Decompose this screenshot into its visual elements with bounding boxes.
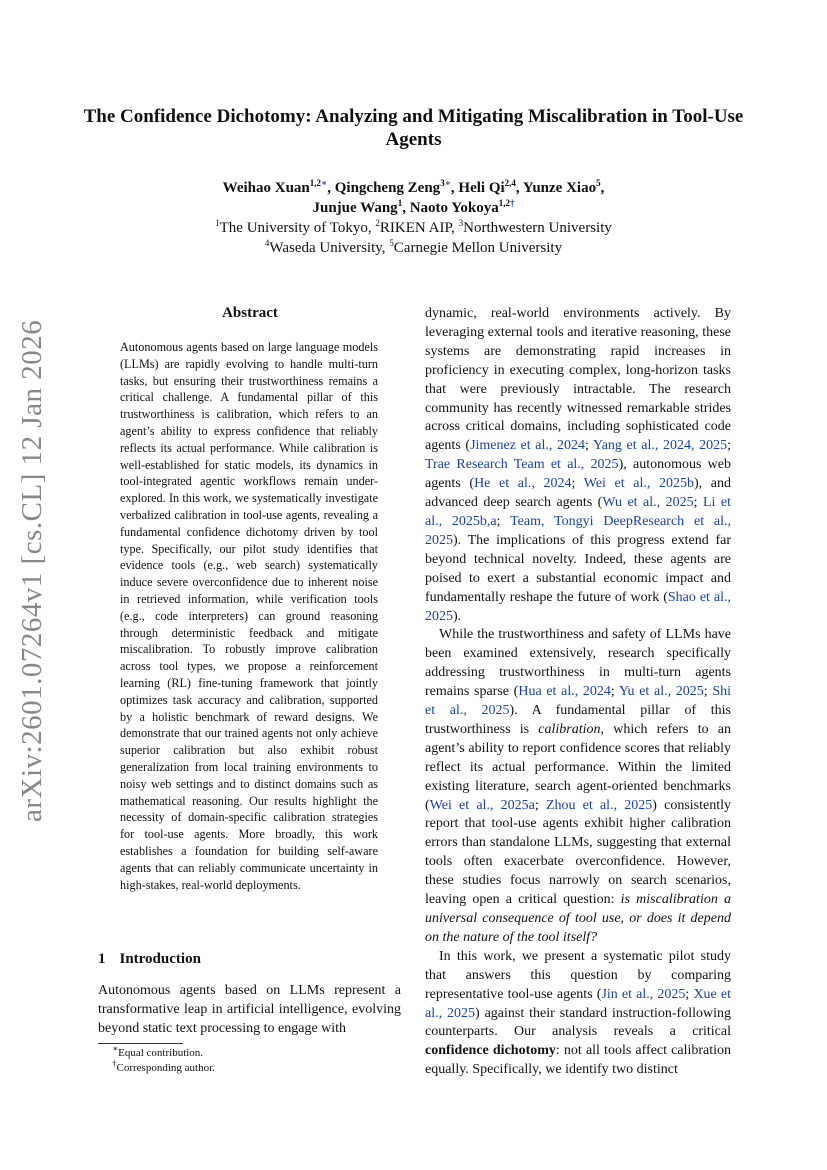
citation-link[interactable]: Jin et al., 2025 [601,986,686,1002]
citation-link[interactable]: Hua et al., 2024 [518,684,611,700]
footnote-equal-contribution: ∗Equal contribution. [112,1043,204,1059]
author-name: Junjue Wang [312,200,398,216]
citation-link[interactable]: Shi et al., 2025 [425,684,732,719]
abstract-text: Autonomous agents based on large language models (LLMs) are rapidly evolving to handle multi-turn tasks, but ensuring their trustworthiness remains a critical challenge. A fundamental pillar of this trustworthiness is calibration, which refers to an agent’s ability to express confidence that reliably reflects its actual performance. While calibration is well-established for static models, its dynamics in tool-integrated agentic workflows remain under-explored. In this work, we systematically investigate verbalized calibration in tool-use agents, revealing a fundamental confidence dichotomy driven by tool type. Specifically, our pilot study identifies that evidence tools (e.g., web search) systematically induce severe overconfidence due to inherent noise in retrieved information, while verification tools (e.g., code interpreters) can ground reasoning through deterministic feedback and mitigate miscalibration. To robustly improve calibration across tool types, we propose a reinforcement learning (RL) fine-tuning framework that jointly optimizes task accuracy and calibration, supported by a holistic benchmark of reward designs. We demonstrate that our trained agents not only achieve superior calibration but also exhibit robust generalization from local training environments to noisy web settings and to distinct domains such as mathematical reasoning. Our results highlight the necessity of domain-specific calibration strategies for tool-use agents. More broadly, this work establishes a foundation for building self-aware agents that can reliably communicate uncertainty in high-stakes, real-world deployments. [120,340,378,892]
citation-link[interactable]: Yang et al., 2024, 2025 [593,438,728,454]
author-name: Naoto Yokoya [409,200,499,216]
paper-title: The Confidence Dichotomy: Analyzing and Mitigating Miscalibration in Tool-Use Agents [83,106,744,150]
citation-link[interactable]: Xue et al., 2025 [425,986,731,1021]
footnote-corresponding-author: †Corresponding author. [112,1058,215,1074]
citation-link[interactable]: Wu et al., 2025 [602,495,694,511]
section-heading-introduction: 1 Introduction [98,951,201,967]
citation-link[interactable]: Wei et al., 2025b [583,476,695,492]
intro-left-paragraph: Autonomous agents based on LLMs represent a transformative leap in artificial intelligence, evolving beyond static text processing to engage with [98,983,401,1036]
citation-link[interactable]: Zhou et al., 2025 [545,797,653,813]
intro-paragraph-3: In this work, we present a systematic pilot study that answers this question by comparing representative tool-use agents (Jin et al., 2025; Xue et al., 2025) against their standard instruction-following counterparts. Our analysis reveals a critical confidence dichotomy: not all tools affect calibration equally. Specifically, we identify two distinct [425,948,732,1078]
author-block [80,178,747,258]
footnote-rule [98,1043,183,1044]
citation-link[interactable]: Team, Tongyi DeepResearch et al., 2025 [425,513,731,548]
citation-link[interactable]: Li et al., 2025b,a [425,495,731,529]
author-name: Heli Qi [458,180,505,196]
author-line-1: Weihao Xuan$^{1,2∗}$, Qingcheng Zeng$^{3∗}$, Heli Qi$^{2,4}$, Yunze Xiao$^5$, [222,178,605,196]
citation-link[interactable]: Jimenez et al., 2024 [470,438,585,454]
affiliation-line-1: $^1$The University of Tokyo, $^2$RIKEN AIP, $^3$Northwestern University [215,218,612,236]
author-name: Yunze Xiao [522,180,597,196]
affiliation-line-2: $^4$Waseda University, $^5$Carnegie Mellon University [264,238,563,256]
author-line-2: Junjue Wang$^1$, Naoto Yokoya$^{1,2\dagger}$ [312,198,515,216]
author-name: Qingcheng Zeng [334,180,441,196]
abstract-heading: Abstract [222,305,278,321]
citation-link[interactable]: Shao et al., 2025 [425,589,731,624]
citation-link[interactable]: Yu et al., 2025 [618,684,704,700]
citation-link[interactable]: He et al., 2024 [474,476,572,492]
arxiv-sidebar-stamp: arXiv:2601.07264v1 [cs.CL] 12 Jan 2026 [16,319,48,822]
citation-link[interactable]: Wei et al., 2025a [429,797,535,813]
intro-paragraph-1: dynamic, real-world environments actively. By leveraging external tools and iterative reasoning, these systems are demonstrating rapid increases in proficiency in executing complex, long-horizon tasks that were previously intractable. The research community has recently witnessed remarkable strides across critical domains, including sophisticated code agents (Jimenez et al., 2024; Yang et al., 2024, 2025; Trae Research Team et al., 2025), autonomous web agents (He et al., 2024; Wei et al., 2025b), and advanced deep search agents (Wu et al., 2025; Li et al., 2025b,a; Team, Tongyi DeepResearch et al., 2025). The implications of this progress extend far beyond technical novelty. Indeed, these agents are poised to exert a substantial economic impact and fundamentally reshape the future of work (Shao et al., 2025). [425,306,732,624]
intro-right-column [425,305,731,1080]
intro-paragraph-2: While the trustworthiness and safety of LLMs have been examined extensively, research specifically addressing trustworthiness in multi-turn agents remains sparse (Hua et al., 2024; Yu et al., 2025; Shi et al., 2025). A fundamental pillar of this trustworthiness is calibration, which refers to an agent’s ability to report confidence scores that reliably reflect its actual performance. Within the limited existing literature, search agent-oriented benchmarks (Wei et al., 2025a; Zhou et al., 2025) consistently report that tool-use agents exhibit higher calibration errors than standalone LLMs, suggesting that external tools often exacerbate overconfidence. However, these studies focus narrowly on search scenarios, leaving open a critical question: is miscalibration a universal consequence of tool use, or does it depend on the nature of the tool itself? [425,627,732,945]
author-name: Weihao Xuan [222,180,310,196]
citation-link[interactable]: Trae Research Team et al., 2025 [425,457,619,473]
